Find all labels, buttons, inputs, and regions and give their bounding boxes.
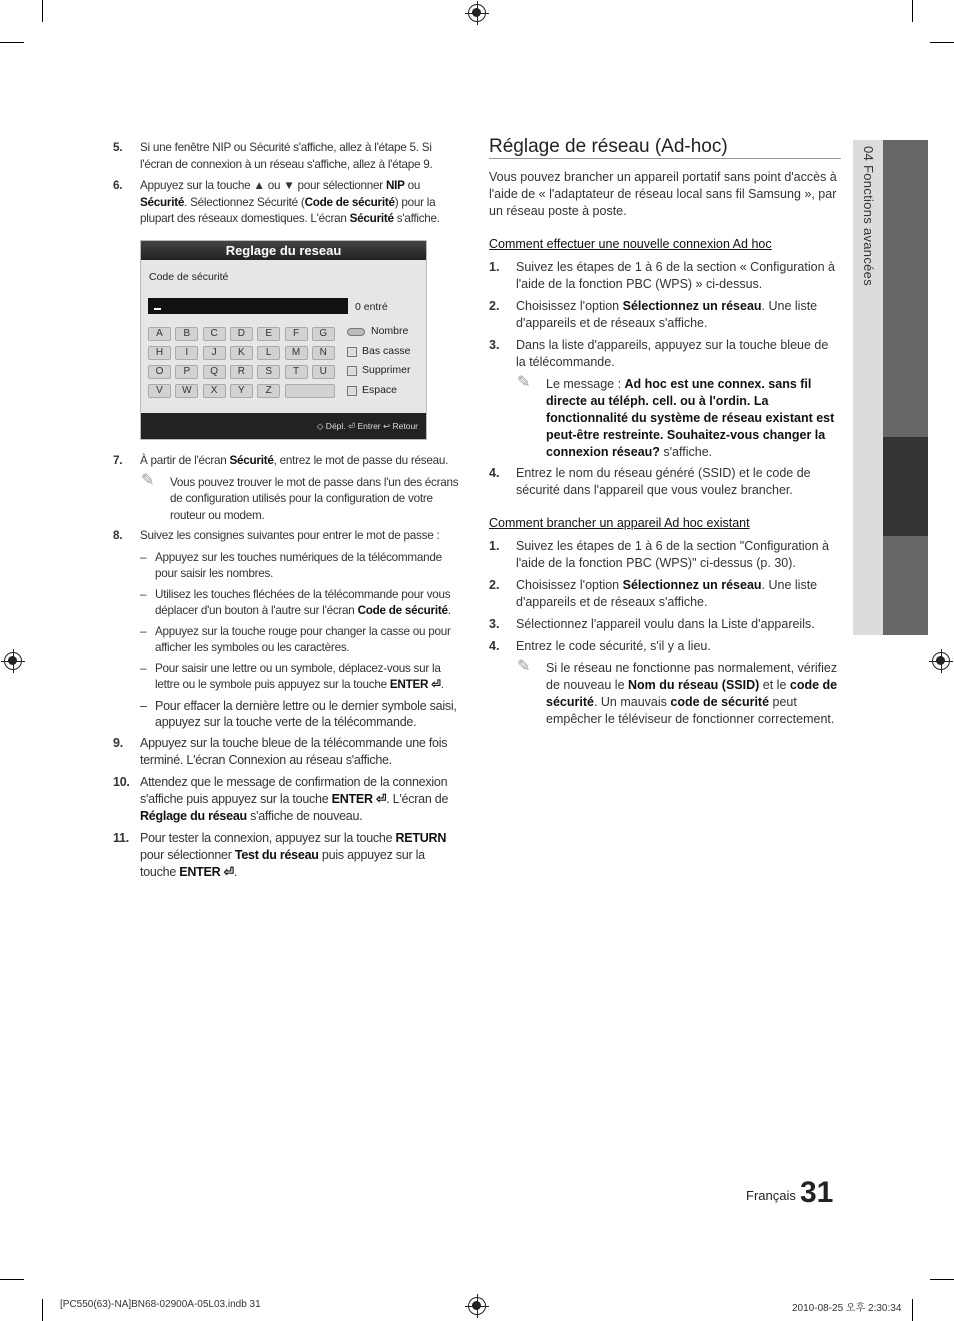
keyboard-key[interactable]: F — [285, 327, 308, 341]
list-item — [113, 178, 463, 228]
bullet-item — [113, 661, 463, 694]
dash-mark: – — [140, 624, 147, 638]
list-number: 1. — [489, 539, 500, 553]
bold-text: Sécurité — [140, 195, 185, 209]
bullet-item — [113, 587, 463, 620]
bold-text: code de sécurité — [670, 695, 770, 709]
crop-mark — [930, 1279, 954, 1280]
crop-mark — [0, 42, 24, 43]
list-item — [489, 638, 841, 655]
text: Choisissez l'option — [516, 299, 623, 313]
list-number: 6. — [113, 179, 123, 192]
text: s'affiche. — [659, 445, 713, 459]
list-number: 2. — [489, 578, 500, 592]
bold-text: ENTER ⏎ — [389, 678, 441, 691]
chapter-tab — [853, 140, 883, 635]
registration-mark-icon — [4, 652, 22, 670]
list-item — [113, 830, 463, 881]
option-label: Nombre — [371, 325, 409, 337]
section-heading: Réglage de réseau (Ad-hoc) — [489, 138, 841, 159]
text: , entrez le mot de passe du réseau. — [273, 454, 449, 467]
note-text — [546, 661, 837, 726]
text: ) pour la plupart des réseaux domestiques. L'écran — [140, 195, 436, 225]
print-slug-left: [PC550(63)-NA]BN68-02900A-05L03.indb 31 — [60, 1299, 261, 1310]
text: Pour tester la connexion, appuyez sur la touche — [140, 830, 396, 845]
text: s'affiche de nouveau. — [246, 808, 363, 823]
list-item — [113, 453, 463, 470]
footer-language: Français — [746, 1188, 796, 1203]
bold-text: Sélectionnez un réseau — [622, 578, 762, 592]
list-number: 4. — [489, 639, 500, 653]
chapter-index-bar — [883, 140, 928, 635]
list-text — [140, 529, 439, 542]
list-text — [140, 775, 448, 823]
bold-text: Sécurité — [349, 212, 394, 225]
list-text — [516, 299, 817, 330]
bullet-text — [155, 625, 451, 655]
chapter-tab-label: 04 Fonctions avancées — [861, 146, 876, 286]
bold-text: Sélectionnez un réseau — [622, 299, 762, 313]
security-code-input[interactable] — [148, 298, 348, 314]
text: Appuyez sur la touche bleue de la télécommande une fois terminé. L'écran Connexion au réseau s'affiche. — [140, 735, 448, 767]
text: . — [233, 864, 238, 879]
keyboard-options — [347, 325, 410, 403]
bold-text: NIP — [385, 179, 405, 192]
keyboard-key[interactable]: H — [148, 346, 171, 360]
text: Entrez le nom du réseau généré (SSID) et le code de sécurité dans l'appareil que vous voulez brancher. — [516, 466, 811, 497]
keyboard-key[interactable]: J — [203, 346, 226, 360]
keyboard-key[interactable]: N — [312, 346, 335, 360]
note — [113, 471, 463, 525]
text: Appuyez sur la touche ▲ ou ▼ pour sélectionner — [140, 179, 386, 192]
text: Suivez les étapes de 1 à 6 de la section « Configuration à l'aide de la fonction PBC (WPS) » ci-dessus. — [516, 260, 835, 291]
text: . L'écran de — [386, 791, 449, 806]
list-number: 8. — [113, 529, 123, 542]
list-item — [489, 577, 841, 611]
bullet-text — [155, 551, 442, 581]
bold-text: Code de sécurité — [357, 604, 448, 617]
list-text — [516, 539, 829, 570]
keyboard-key[interactable]: L — [257, 346, 280, 360]
list-text — [516, 338, 828, 369]
list-item — [489, 337, 841, 371]
registration-mark-icon — [468, 1297, 486, 1315]
option-label: Bas casse — [362, 344, 411, 357]
color-button-icon — [347, 366, 357, 376]
keyboard-key[interactable]: K — [230, 346, 253, 360]
text: Pour effacer la dernière lettre ou le dernier symbole saisi, appuyez sur la touche verte de la télécommande. — [155, 698, 457, 729]
crop-mark — [912, 0, 913, 22]
list-number: 2. — [489, 299, 500, 313]
entered-count: 0 entré — [355, 301, 388, 313]
bullet-item — [113, 698, 463, 731]
list-text — [140, 736, 447, 767]
bullet-text — [155, 588, 451, 618]
text: Appuyez sur les touches numériques de la télécommande pour saisir les nombres. — [155, 550, 442, 580]
large-items — [113, 735, 463, 881]
text: Suivez les consignes suivantes pour entrer le mot de passe : — [140, 529, 440, 542]
text: . Une liste d'appareils et de réseaux s'affiche. — [516, 299, 818, 330]
bold-text: ENTER ⏎ — [331, 791, 387, 806]
keyboard-key[interactable]: E — [257, 327, 280, 341]
text: Entrez le code sécurité, s'il y a lieu. — [516, 639, 711, 653]
text: Si une fenêtre NIP ou Sécurité s'affiche, allez à l'étape 5. Si l'écran de connexion à un réseau s'affiche, allez à l'étape 9. — [140, 141, 433, 171]
keyboard-key[interactable]: S — [257, 365, 280, 379]
list-text — [140, 179, 440, 225]
bullet-item — [113, 550, 463, 583]
crop-mark — [912, 1299, 913, 1321]
text: Suivez les étapes de 1 à 6 de la section "Configuration à l'aide de la fonction PBC (WPS)" ci-dessus (p. 30). — [516, 539, 829, 570]
text: . Sélectionnez Sécurité ( — [184, 195, 305, 209]
text: Pour saisir une lettre ou un symbole, déplacez-vous sur la lettre ou le symbole puis appuyez sur la touche — [155, 661, 441, 691]
subheading-new-adhoc: Comment effectuer une nouvelle connexion Ad hoc — [489, 237, 772, 251]
dash-mark: – — [140, 587, 147, 601]
page-number: 31 — [800, 1176, 834, 1209]
text: . Un mauvais — [593, 695, 671, 709]
list-number: 7. — [113, 454, 123, 467]
crop-mark — [42, 0, 43, 22]
keyboard-key[interactable]: I — [175, 346, 198, 360]
bold-text: RETURN — [395, 830, 447, 845]
color-button-icon — [347, 386, 357, 396]
note-pencil-icon: ✎ — [517, 658, 531, 675]
text: Si le réseau ne fonctionne pas normalement, vérifiez de nouveau le — [546, 661, 838, 692]
dash-mark: – — [140, 698, 147, 713]
note-pencil-icon: ✎ — [141, 471, 155, 489]
list-item — [113, 735, 463, 769]
text: Sélectionnez l'appareil voulu dans la Liste d'appareils. — [516, 617, 815, 631]
color-button-icon — [347, 328, 365, 336]
keyboard-key[interactable]: X — [203, 384, 226, 398]
subheading-existing-adhoc: Comment brancher un appareil Ad hoc existant — [489, 516, 750, 530]
keyboard-key[interactable]: Y — [230, 384, 253, 398]
bold-text: ENTER ⏎ — [179, 864, 234, 879]
bold-text: Sécurité — [229, 454, 274, 467]
text: . — [447, 604, 451, 617]
list-text — [516, 617, 815, 631]
crop-mark — [930, 42, 954, 43]
keyboard-option — [347, 384, 410, 404]
option-label: Supprimer — [362, 364, 411, 376]
list-text — [140, 141, 432, 171]
list-number: 3. — [489, 338, 500, 352]
list-text — [516, 639, 711, 653]
registration-mark-icon — [932, 652, 950, 670]
left-column-top — [113, 140, 463, 233]
network-settings-screen — [140, 240, 427, 440]
keyboard-key[interactable] — [285, 384, 335, 398]
bold-text: Test du réseau — [234, 847, 319, 862]
registration-mark-icon — [468, 4, 486, 22]
bold-text: Code de sécurité — [304, 195, 395, 209]
keyboard-key[interactable]: A — [148, 327, 171, 341]
keyboard-option — [347, 364, 410, 384]
text: . — [440, 678, 444, 691]
list-number: 9. — [113, 735, 123, 750]
text: s'affiche. — [393, 212, 440, 225]
list-item — [489, 259, 841, 293]
list-number: 4. — [489, 466, 500, 480]
keyboard-key[interactable]: B — [175, 327, 198, 341]
bold-text: code de sécurité — [546, 678, 838, 709]
note-text — [546, 377, 834, 459]
list-number: 1. — [489, 260, 500, 274]
keyboard-key[interactable]: O — [148, 365, 171, 379]
text: et le — [759, 678, 790, 692]
keyboard-key[interactable]: C — [203, 327, 226, 341]
bullet-text — [155, 699, 457, 730]
list-number: 5. — [113, 141, 123, 154]
option-label: Espace — [362, 383, 398, 396]
keyboard-key[interactable]: D — [230, 327, 253, 341]
keyboard-key[interactable]: W — [175, 384, 198, 398]
note-text: Vous pouvez trouver le mot de passe dans l'un des écrans de configuration utilisés pour la configuration de votre routeur ou modem. — [170, 475, 459, 522]
list-text — [516, 260, 835, 291]
text: pour sélectionner — [140, 847, 235, 862]
note-pencil-icon: ✎ — [517, 374, 531, 391]
list-text — [516, 466, 811, 497]
keyboard-key[interactable]: U — [312, 365, 335, 379]
chapter-index-current — [883, 437, 928, 536]
keyboard-key[interactable]: R — [230, 365, 253, 379]
list-text — [140, 454, 448, 467]
dash-mark: – — [140, 661, 147, 675]
note — [489, 376, 841, 461]
list-item — [113, 528, 463, 545]
bullet-text — [155, 662, 444, 692]
list-number: 11. — [113, 830, 129, 845]
list-item — [113, 140, 463, 173]
security-code-label: Code de sécurité — [149, 271, 229, 283]
bullet-item — [113, 624, 463, 657]
list-item — [489, 465, 841, 499]
note — [489, 660, 841, 728]
keyboard-option — [347, 345, 410, 365]
text: peut empêcher le téléviseur de fonctionner correctement. — [546, 695, 835, 726]
intro-paragraph: Vous pouvez brancher un appareil portatif sans point d'accès à l'aide de « l'adaptateur de réseau local sans fil Samsung », par un réseau poste à poste. — [489, 170, 837, 218]
text: Utilisez les touches fléchées de la télécommande pour vous déplacer d'un bouton à l'autre sur l'écran — [155, 587, 451, 617]
bold-text: Réglage du réseau — [140, 808, 247, 823]
text: À partir de l'écran — [140, 454, 230, 467]
keyboard-key[interactable]: P — [175, 365, 198, 379]
text: Appuyez sur la touche rouge pour changer la casse ou pour afficher les symboles ou les caractères. — [155, 624, 451, 654]
list-number: 10. — [113, 774, 130, 789]
screen-navigation-hints: ◇ Dépl. ⏎ Entrer ↩ Retour — [141, 413, 426, 439]
keyboard-key[interactable]: Z — [257, 384, 280, 398]
bold-text: Ad hoc est une connex. sans fil directe au téléph. cell. ou à l'ordin. La fonctionnalité du système de réseau existant est peut-être restreinte. Souhaitez-vous changer la connexion réseau? — [546, 377, 835, 459]
list-text — [140, 831, 446, 879]
right-column — [489, 138, 841, 732]
print-slug-right: 2010-08-25 오후 2:30:34 — [792, 1303, 902, 1314]
list-item — [489, 298, 841, 332]
text: ou — [404, 179, 421, 192]
color-button-icon — [347, 347, 357, 357]
list-item — [489, 616, 841, 633]
keyboard-key[interactable]: M — [285, 346, 308, 360]
text: Le message : — [546, 377, 625, 391]
crop-mark — [42, 1299, 43, 1321]
list-text — [516, 578, 817, 609]
keyboard-key[interactable]: T — [285, 365, 308, 379]
left-column-bottom — [113, 453, 463, 886]
crop-mark — [0, 1279, 24, 1280]
text: Attendez que le message de confirmation de la connexion s'affiche puis appuyez sur la touche — [140, 774, 448, 806]
list-item — [113, 774, 463, 825]
text: Dans la liste d'appareils, appuyez sur la touche bleue de la télécommande. — [516, 338, 829, 369]
dash-mark: – — [140, 550, 147, 564]
keyboard-key[interactable]: Q — [203, 365, 226, 379]
list-number: 3. — [489, 617, 500, 631]
keyboard-key[interactable]: V — [148, 384, 171, 398]
bold-text: Nom du réseau (SSID) — [628, 678, 760, 692]
keyboard-option — [347, 325, 410, 345]
screen-title: Reglage du reseau — [141, 241, 426, 260]
text: puis appuyez sur la touche — [140, 847, 425, 879]
keyboard-key[interactable]: G — [312, 327, 335, 341]
list-item — [489, 538, 841, 572]
text: Choisissez l'option — [516, 578, 623, 592]
text: . Une liste d'appareils et de réseaux s'affiche. — [516, 578, 818, 609]
